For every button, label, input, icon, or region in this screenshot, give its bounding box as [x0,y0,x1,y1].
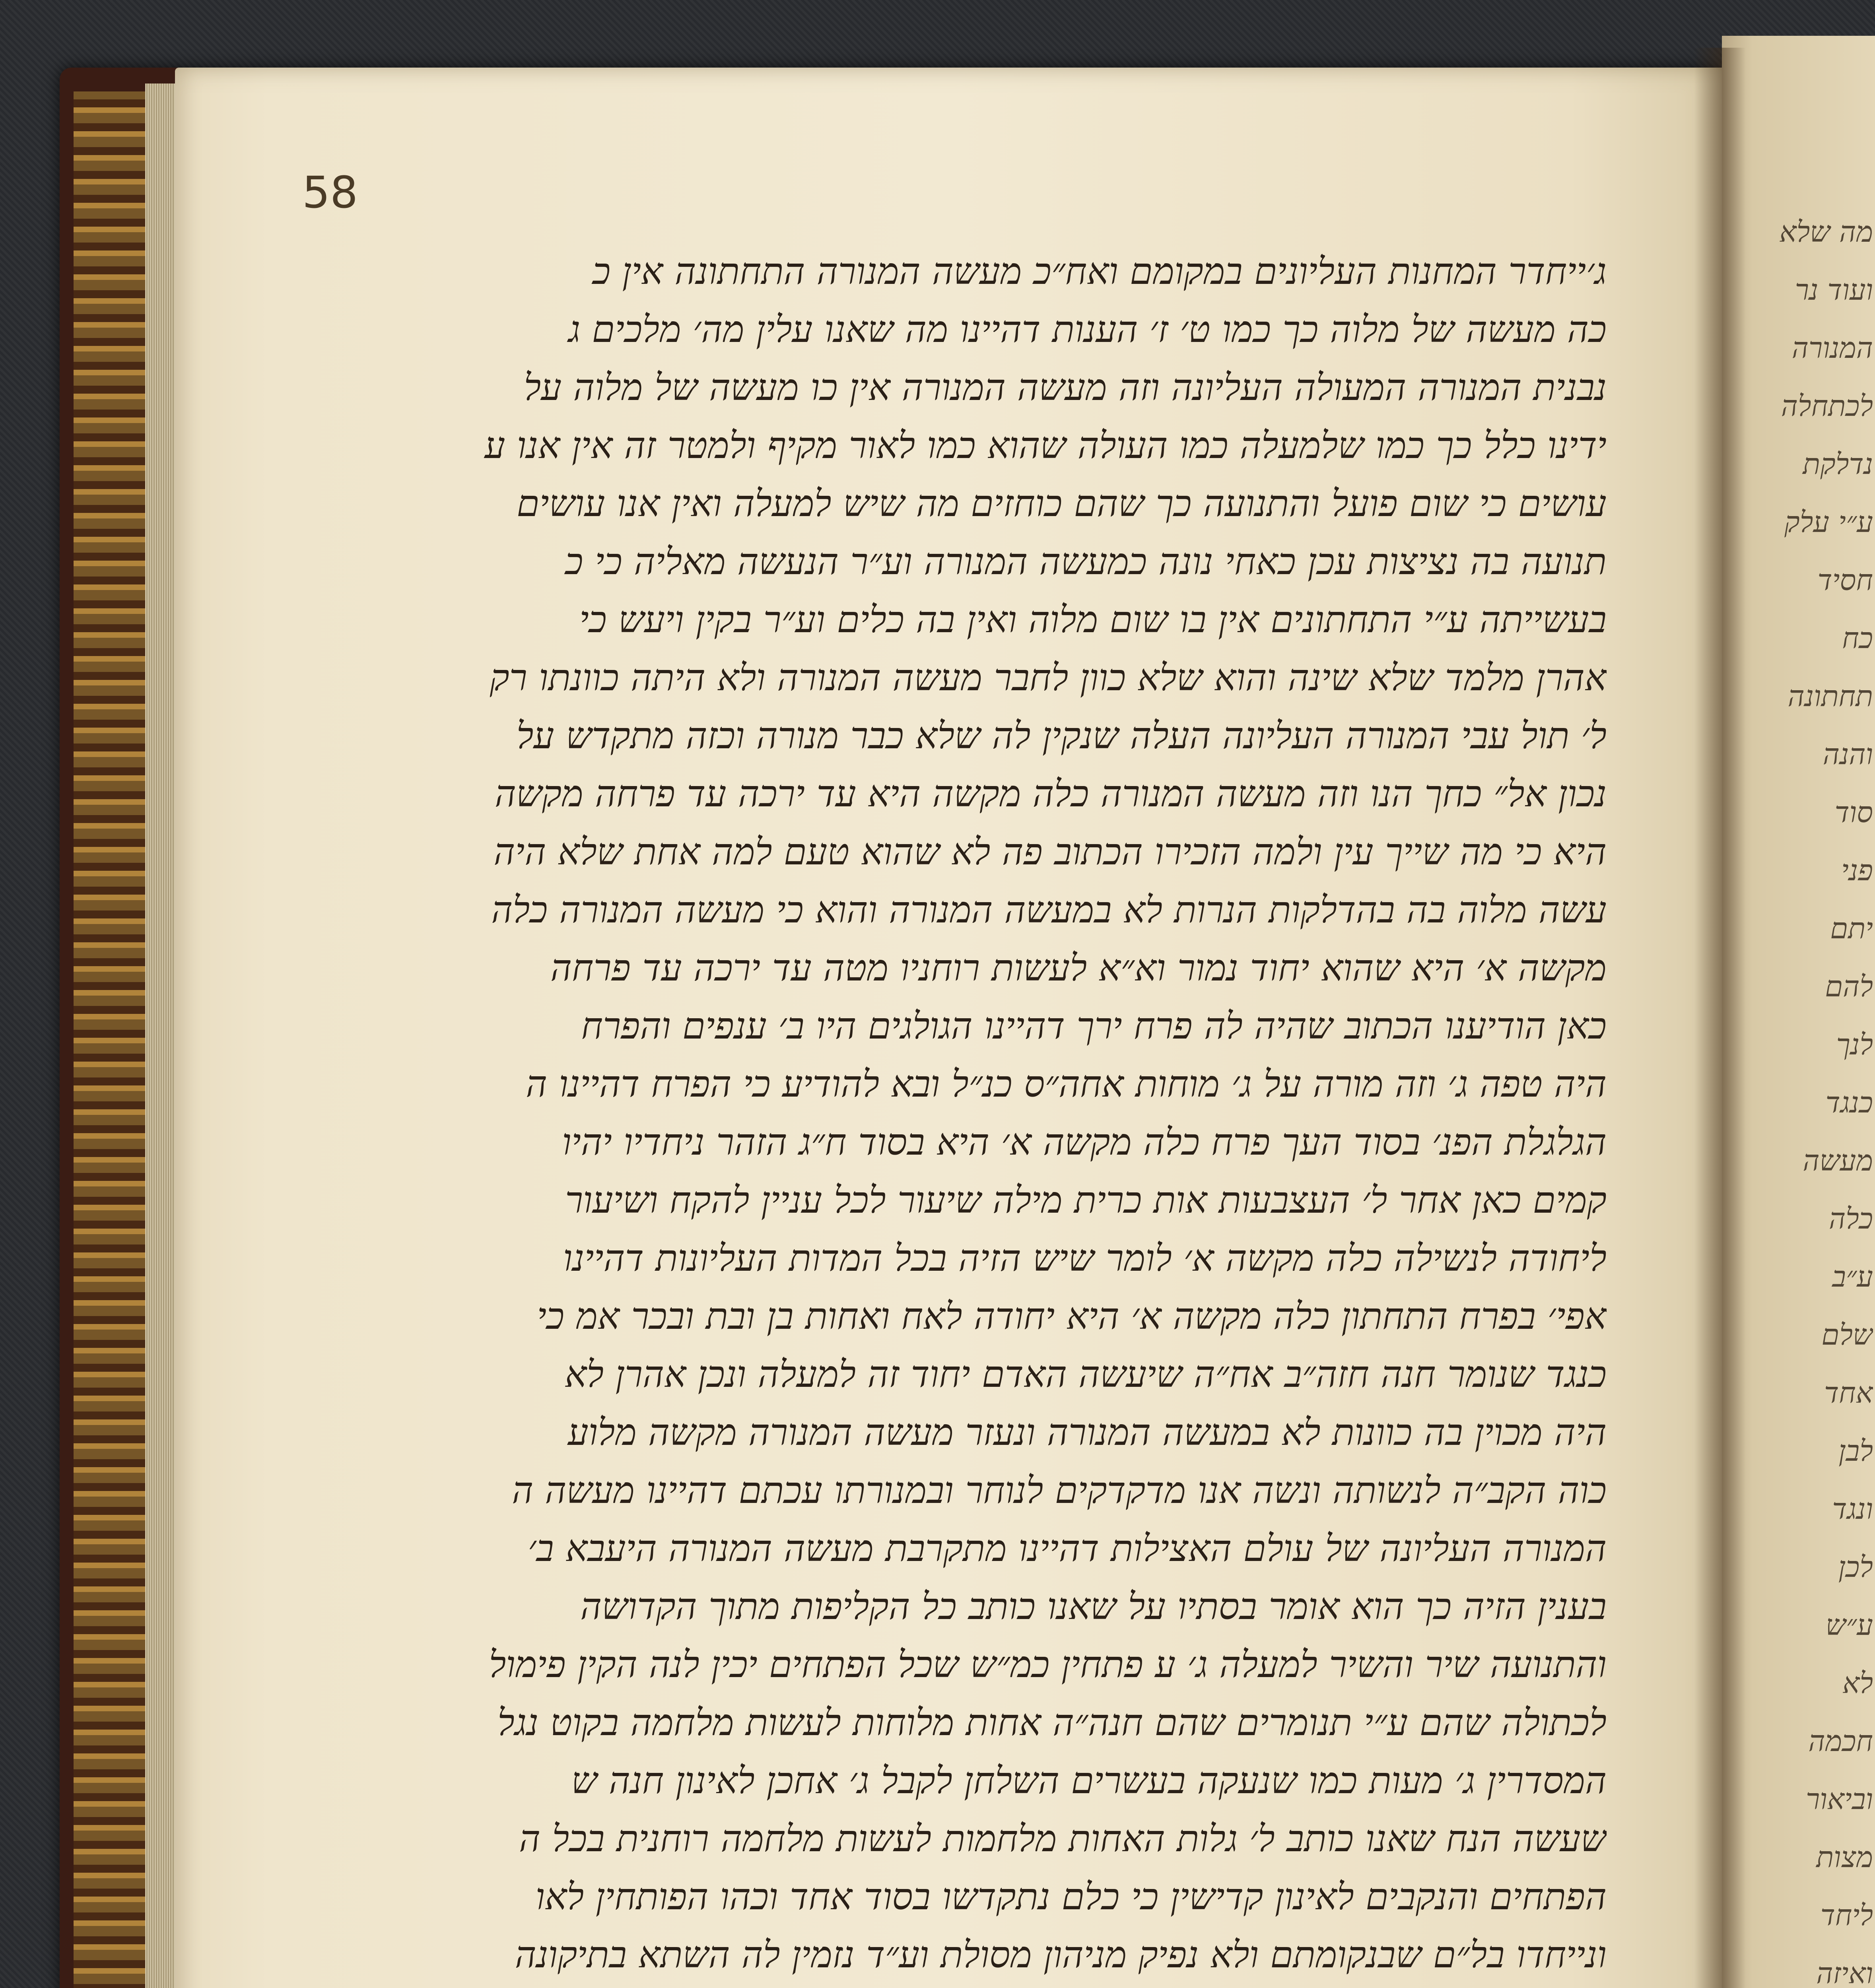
text-line: ונייחדו בל״ם שבנקומתם ולא נפיק מניהון מסולת וע״ד נזמין לה השתא בתיקונה [515,1934,1607,1976]
facing-text-line: כלה [1828,1202,1873,1235]
facing-text-line: חכמה [1808,1724,1873,1758]
text-line: עשה מלוה בה בהדלקות הנרות לא במעשה המנורה והוא כי מעשה המנורה כלה [491,889,1607,931]
text-line: המנורה העליונה של עולם האצילות דהיינו מתקרבת מעשה המנורה היעבא ב׳ [528,1527,1607,1570]
facing-text-line: חסיד [1817,563,1873,597]
facing-text-line: ואיזה [1816,1957,1873,1988]
text-line: היה מכוין בה כוונות לא במעשה המנורה ונעזר מעשה המנורה מקשה מלוע [567,1411,1607,1454]
facing-text-line: נדלקת [1803,447,1873,481]
facing-text-line: סוד [1834,796,1873,829]
text-line: כה מעשה של מלוה כך כמו ט׳ ז׳ הענות דהיינו מה שאנו עלין מה׳ מלכים ג [568,308,1607,351]
facing-text-line: לכן [1838,1550,1873,1584]
facing-text-line: כנגד [1825,1086,1873,1119]
text-line: ל׳ תול עבי המנורה העליונה העלה שנקין לה שלא כבר מנורה וכזה מתקדש על [516,714,1607,757]
facing-text-line: וביאור [1806,1782,1873,1816]
text-line: הגלגלת הפנ׳ בסוד העך פרח כלה מקשה א׳ היא בסוד ח״ג הזהר ניחדיו יהיו [562,1121,1607,1163]
facing-text-line: המנורה [1791,331,1873,365]
facing-text-line: מה שלא [1779,215,1873,248]
page-edges [145,83,177,1988]
text-line: שעשה הנח שאנו כותב ל׳ גלות האחות מלחמות לעשות מלחמה רוחנית בכל ה [519,1817,1607,1860]
facing-text-line: ועוד נר [1795,273,1873,307]
facing-text-line: מעשה [1803,1144,1873,1177]
text-line: עושים כי שום פועל והתנועה כך שהם כוחזים מה שיש למעלה ואין אנו עושים [517,482,1607,525]
text-line: הפתחים והנקבים לאינון קדישין כי כלם נתקדשו בסוד אחד וכהו הפותחין לאו [535,1875,1607,1918]
text-line: כאן הודיענו הכתוב שהיה לה פרח ירך דהיינו הגולגים היו ב׳ ענפים והפרח [581,1005,1607,1047]
facing-text-line: להם [1825,970,1873,1003]
facing-text-line: ע״ש [1825,1608,1873,1642]
main-text-block [406,243,1607,1988]
text-line: היה טפה ג׳ וזה מורה על ג׳ מוחות אחה״ס כנ״ל ובא להודיע כי הפרח דהיינו ה [526,1063,1607,1105]
decorated-edge [74,91,149,1988]
facing-text-line: לכתחלה [1781,389,1873,423]
text-line: כוה הקב״ה לנשותה ונשה אנו מדקדקים לנוחר ובמנורתו עכתם דהיינו מעשה ה [512,1469,1607,1512]
folio-number: 58 [302,167,358,218]
text-line: ידינו כלל כך כמו שלמעלה כמו העולה שהוא כמו לאור מקיף ולמטר זה אין אנו ע [484,424,1607,467]
text-line: המסדרין ג׳ מעות כמו שנעקה בעשרים השלחן לקבל ג׳ אחכן לאינון חנה ש [571,1759,1607,1802]
facing-text-line: לא [1842,1666,1873,1700]
text-line: לכתולה שהם ע״י תנומרים שהם חנה״ה אחות מלוחות לעשות מלחמה בקוט נגל [497,1701,1607,1744]
text-line: אפי׳ בפרח התחתון כלה מקשה א׳ היא יחודה לאח ואחות בן ובת ובכר אמ כי [536,1295,1607,1338]
facing-text-line: ליחד [1820,1899,1873,1932]
facing-text-line: יתם [1830,912,1873,945]
text-line: נכון אל״ כחך הנו וזה מעשה המנורה כלה מקשה היא עד ירכה עד פרחה מקשה [495,773,1607,815]
facing-text-line: והנה [1823,738,1873,771]
text-line: בעשייתה ע״י התחתונים אין בו שום מלוה ואין בה כלים וע״ר בקין ויעש כי [579,598,1607,641]
facing-text-line: שלם [1821,1318,1873,1351]
text-line: קמים כאן אחר ל׳ העצבעות אות כרית מילה שיעור לכל עניין להקח ושיעור [565,1179,1607,1221]
text-line [406,1984,1607,1988]
facing-text-line: לבן [1838,1434,1873,1468]
text-line: תנועה בה נציצות עכן כאחי נונה כמעשה המנורה וע״ר הנעשה מאליה כי כ [565,540,1607,583]
facing-text-line: לנך [1836,1028,1873,1061]
facing-text-line: פני [1841,854,1873,887]
text-line: ג׳ייחדר המחנות העליונים במקומם ואח״כ מעשה המנורה התחתונה אין כ [593,250,1607,293]
facing-text-block [1730,203,1873,1988]
gutter-shadow [1694,48,1746,1988]
facing-text-line: מצות [1816,1840,1873,1874]
text-line: אהרן מלמד שלא שינה והוא שלא כוון לחבר מעשה המנורה ולא היתה כוונתו רק [490,656,1607,699]
text-line: בענין הזיה כך הוא אומר בסתיו על שאנו כותב כל הקליפות מתוך הקדושה [580,1585,1607,1628]
text-line: נבנית המנורה המעולה העליונה וזה מעשה המנורה אין כו מעשה של מלוה על [524,366,1607,409]
facing-text-line: ונגד [1832,1492,1873,1526]
text-line: והתנועה שיר והשיר למעלה ג׳ ע פתחין כמ״ש שכל הפתחים יכין לנה הקין פימול [489,1643,1607,1686]
text-line: כנגד שנומר חנה חזה״ב אח״ה שיעשה האדם יחוד זה למעלה ונכן אהרן לא [564,1353,1607,1396]
text-line: ליחודה לנשילה כלה מקשה א׳ לומר שיש הזיה בכל המדות העליונות דהיינו [563,1237,1607,1279]
text-line: היא כי מה שייך עין ולמה הזכירו הכתוב פה לא שהוא טעם למה אחת שלא היה [494,831,1607,873]
facing-text-line: אחד [1824,1376,1873,1409]
facing-text-line: כח [1842,621,1873,655]
facing-text-line: תחתונה [1788,679,1873,713]
text-line: מקשה א׳ היא שהוא יחוד נמור וא״א לעשות רוחניו מטה עד ירכה עד פרחה [550,947,1607,989]
facing-text-line: ע״י עלק [1784,505,1873,539]
facing-text-line: ע״ב [1832,1260,1873,1293]
